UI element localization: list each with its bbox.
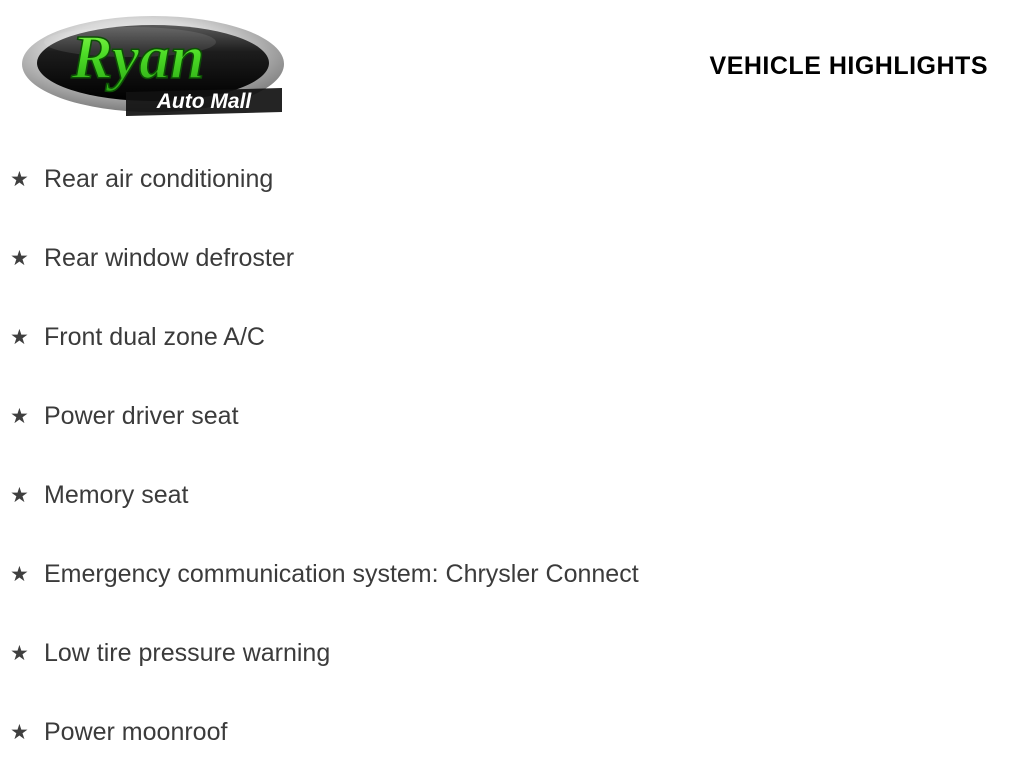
list-item — [0, 614, 1024, 693]
star-icon: ★ — [10, 247, 29, 270]
star-icon: ★ — [10, 326, 29, 349]
svg-text:Auto Mall: Auto Mall — [156, 90, 252, 113]
list-item — [0, 377, 1024, 456]
list-item — [0, 535, 1024, 614]
star-icon: ★ — [10, 642, 29, 665]
ryan-auto-mall-logo — [20, 8, 290, 123]
page-header — [0, 0, 1024, 130]
highlight-label: Low tire pressure warning — [44, 639, 331, 667]
highlight-label: Memory seat — [44, 481, 189, 509]
list-item — [0, 456, 1024, 535]
star-icon: ★ — [10, 721, 29, 744]
list-item — [0, 298, 1024, 377]
list-item — [0, 219, 1024, 298]
star-icon: ★ — [10, 405, 29, 428]
svg-text:Ryan: Ryan — [71, 24, 205, 92]
star-icon: ★ — [10, 484, 29, 507]
list-item — [0, 140, 1024, 219]
highlight-label: Rear window defroster — [44, 244, 295, 272]
star-icon: ★ — [10, 563, 29, 586]
vehicle-highlights-list — [0, 140, 1024, 772]
highlight-label: Emergency communication system: Chrysler Connect — [44, 560, 639, 588]
highlight-label: Front dual zone A/C — [44, 323, 265, 351]
page-title: VEHICLE HIGHLIGHTS — [709, 52, 988, 80]
star-icon: ★ — [10, 168, 29, 191]
highlight-label: Power moonroof — [44, 718, 228, 746]
list-item — [0, 693, 1024, 772]
highlight-label: Rear air conditioning — [44, 165, 274, 193]
highlight-label: Power driver seat — [44, 402, 239, 430]
